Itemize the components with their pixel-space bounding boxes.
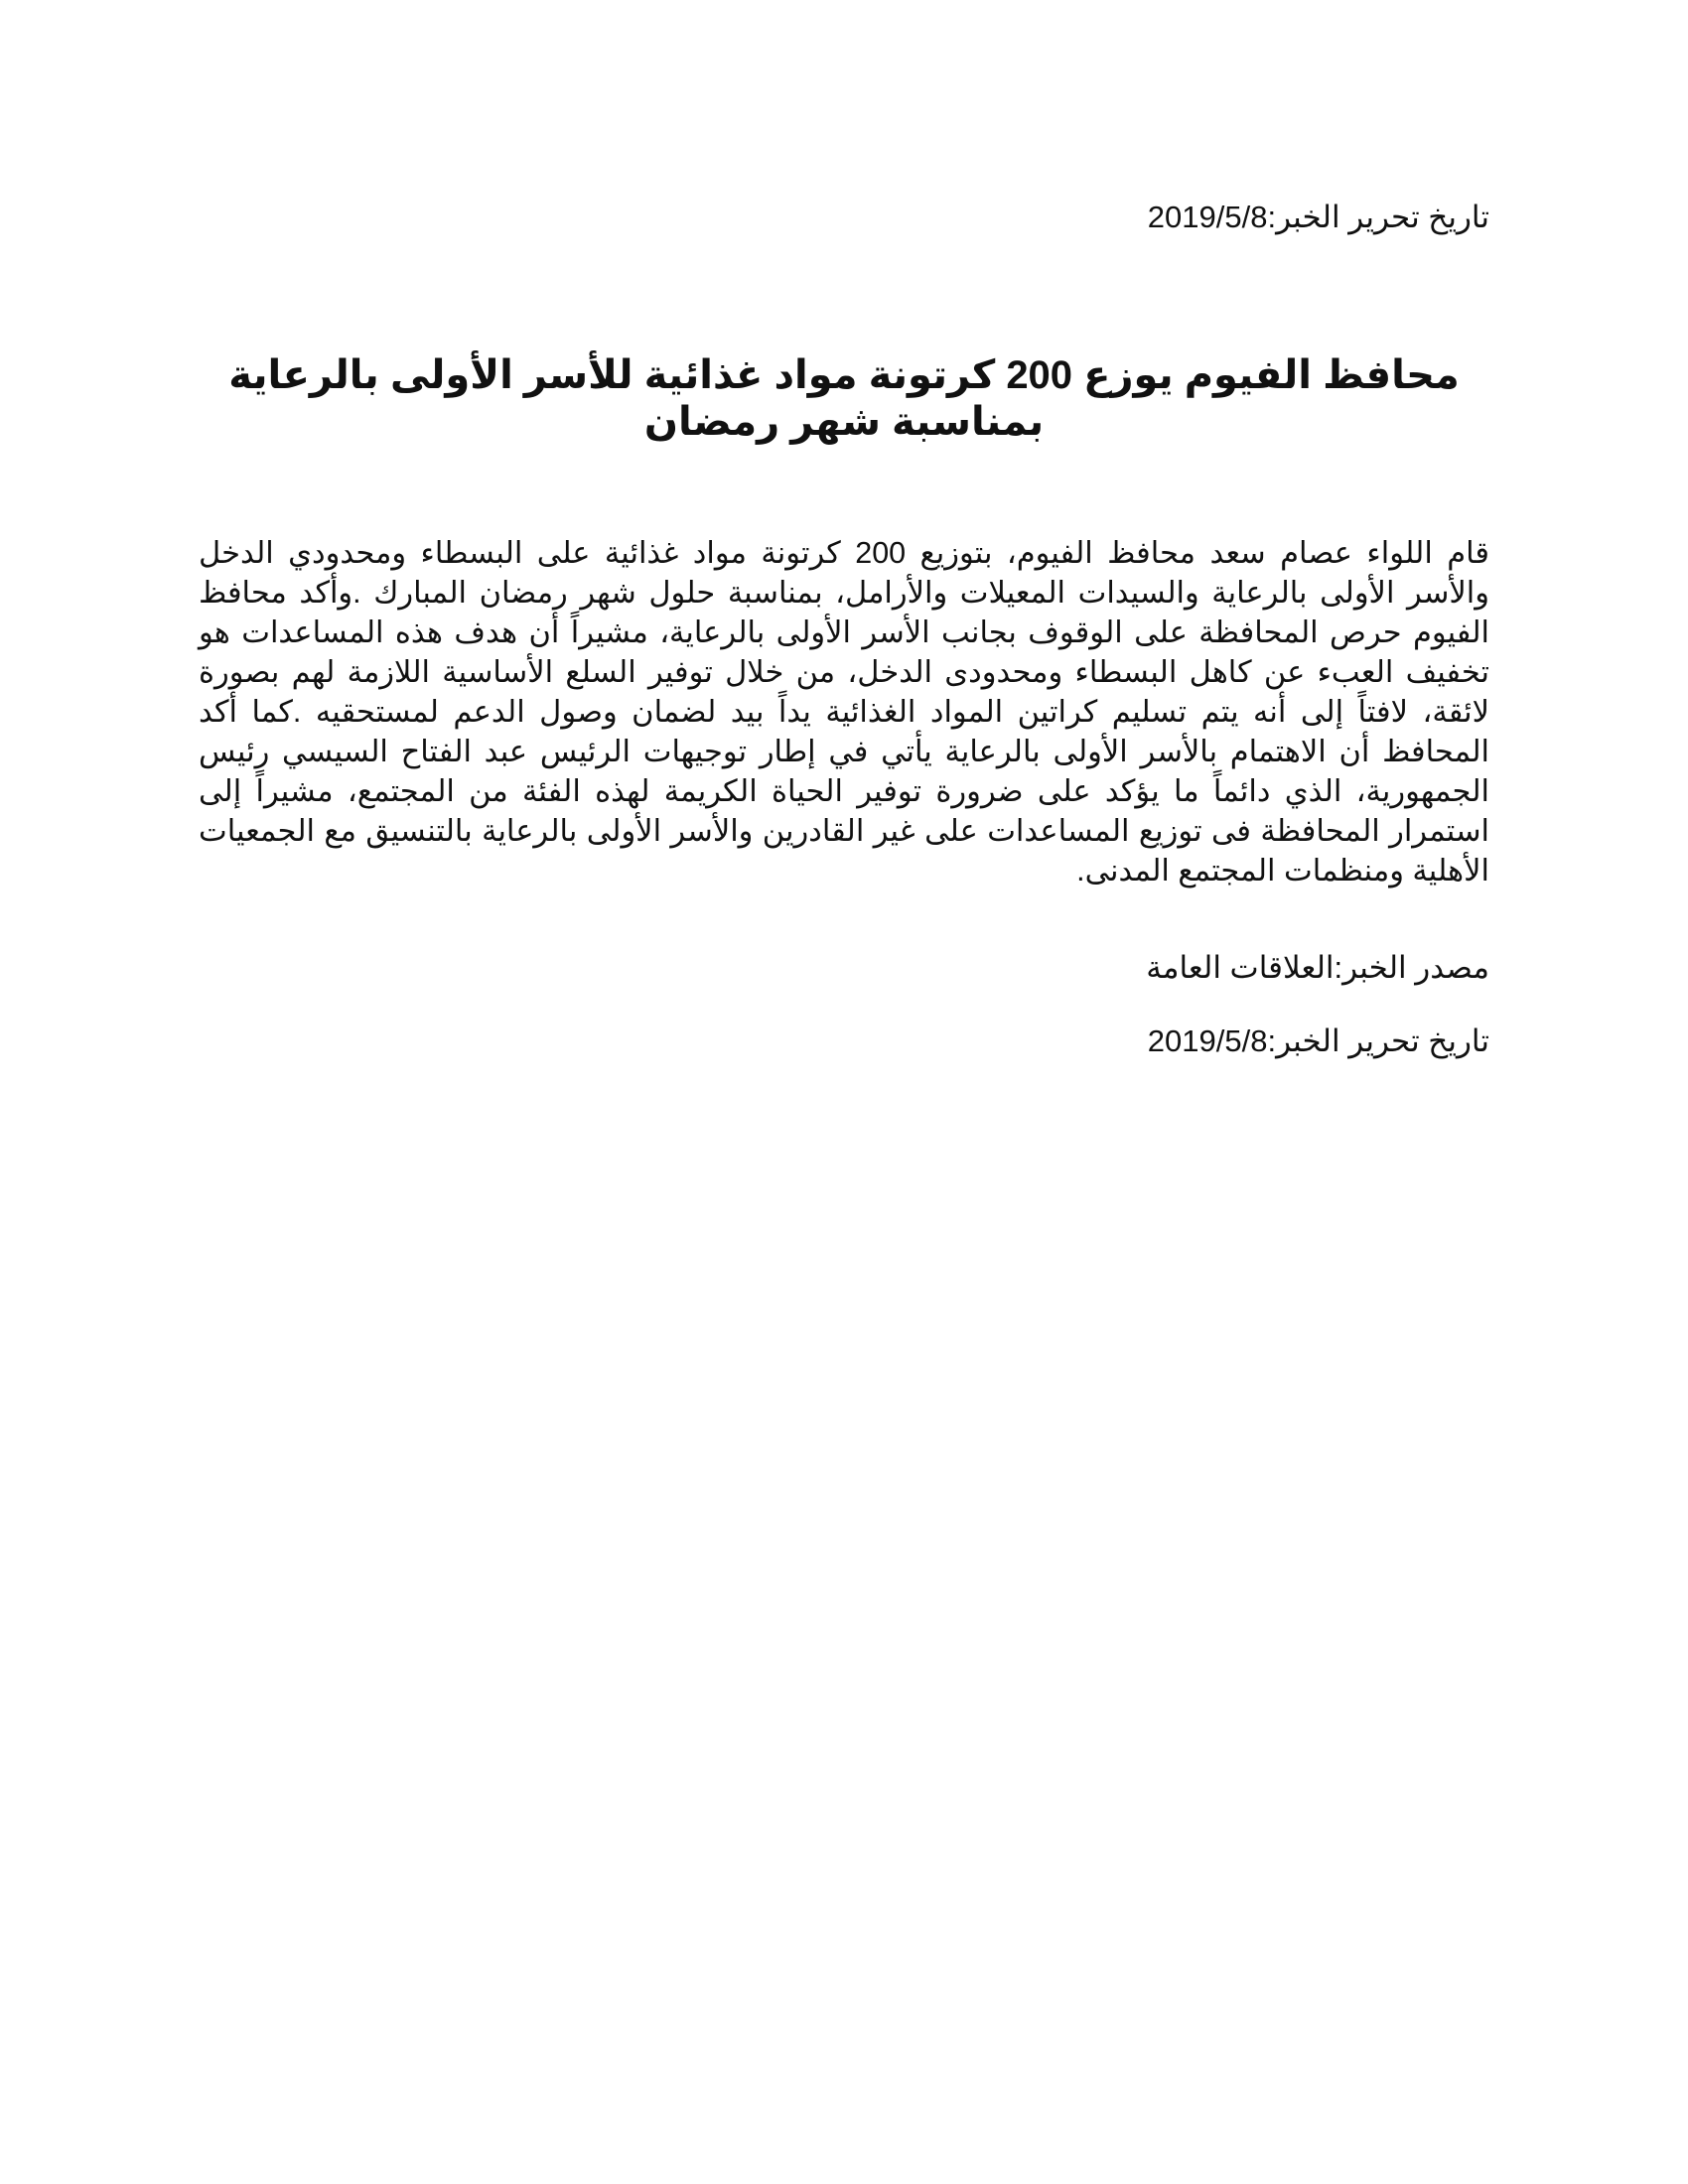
news-source: مصدر الخبر:العلاقات العامة bbox=[1146, 950, 1489, 985]
edit-date-top: تاريخ تحرير الخبر:2019/5/8 bbox=[1147, 200, 1489, 234]
article-title: محافظ الفيوم يوزع 200 كرتونة مواد غذائية للأسر الأولى بالرعاية بمناسبة شهر رمضان bbox=[228, 353, 1460, 445]
article-body: قام اللواء عصام سعد محافظ الفيوم، بتوزيع 200 كرتونة مواد غذائية على البسطاء ومحدودي الدخل والأسر الأولى بالرعاية والسيدات المعيلات والأرامل، بمناسبة حلول شهر رمضان المبارك .وأكد محافظ الفيوم حرص المحافظة على الوقوف بجانب الأسر الأولى بالرعاية، مشيراً أن هدف هذه المساعدات هو تخفيف العبء عن كاهل البسطاء ومحدودى الدخل، من خلال توفير السلع الأساسية اللازمة لهم بصورة لائقة، لافتاً إلى أنه يتم تسليم كراتين المواد الغذائية يداً بيد لضمان وصول الدعم لمستحقيه .كما أكد المحافظ أن الاهتمام بالأسر الأولى بالرعاية يأتي في إطار توجيهات الرئيس عبد الفتاح السيسي رئيس الجمهورية، الذي دائماً ما يؤكد على ضرورة توفير الحياة الكريمة لهذه الفئة من المجتمع، مشيراً إلى استمرار المحافظة فى توزيع المساعدات على غير القادرين والأسر الأولى بالرعاية بالتنسيق مع الجمعيات الأهلية ومنظمات المجتمع المدنى. bbox=[199, 536, 1489, 887]
edit-date-bottom: تاريخ تحرير الخبر:2019/5/8 bbox=[1147, 1024, 1489, 1058]
